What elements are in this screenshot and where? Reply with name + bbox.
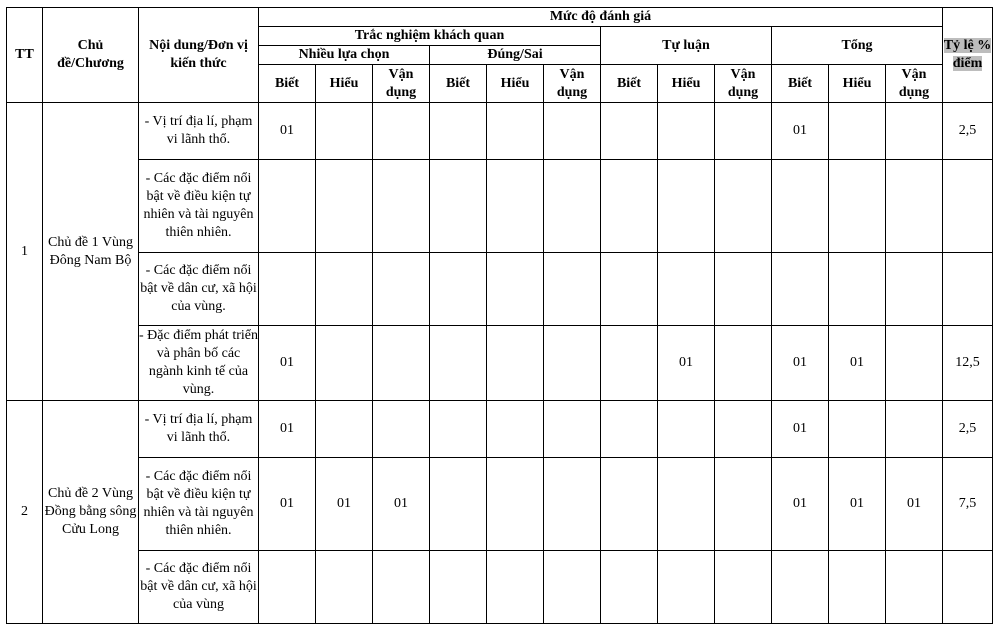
header-topic: Chủ đề/Chương — [43, 8, 139, 103]
count-cell — [316, 401, 373, 458]
count-cell — [772, 160, 829, 253]
count-cell — [715, 458, 772, 551]
count-cell — [259, 253, 316, 326]
assessment-matrix-table — [6, 7, 993, 624]
count-cell: 01 — [829, 326, 886, 401]
knowledge-unit: - Đặc điểm phát triển và phân bố các ngành kinh tế của vùng. — [139, 326, 259, 401]
matrix-body — [7, 103, 993, 624]
knowledge-unit: - Các đặc điểm nổi bật về dân cư, xã hội của vùng — [139, 551, 259, 624]
count-cell — [886, 551, 943, 624]
count-cell — [373, 103, 430, 160]
table-row — [7, 103, 993, 160]
count-cell — [373, 551, 430, 624]
count-cell — [715, 401, 772, 458]
count-cell — [601, 326, 658, 401]
count-cell — [373, 401, 430, 458]
count-cell — [316, 160, 373, 253]
percent-cell: 2,5 — [943, 401, 993, 458]
header-level-essay-3: Vận dụng — [715, 65, 772, 103]
count-cell — [658, 551, 715, 624]
count-cell — [316, 551, 373, 624]
count-cell — [316, 253, 373, 326]
count-cell — [430, 401, 487, 458]
count-cell: 01 — [658, 326, 715, 401]
header-level-tf-1: Biết — [430, 65, 487, 103]
count-cell — [316, 103, 373, 160]
count-cell — [487, 458, 544, 551]
header-unit: Nội dung/Đơn vị kiến thức — [139, 8, 259, 103]
knowledge-unit: - Các đặc điểm nổi bật về điều kiện tự nhiên và tài nguyên thiên nhiên. — [139, 160, 259, 253]
count-cell — [829, 253, 886, 326]
count-cell: 01 — [316, 458, 373, 551]
count-cell — [772, 551, 829, 624]
count-cell — [430, 326, 487, 401]
count-cell — [259, 160, 316, 253]
header-total: Tổng — [772, 27, 943, 65]
header-level-total-3: Vận dụng — [886, 65, 943, 103]
header-objective: Trắc nghiệm khách quan — [259, 27, 601, 46]
count-cell — [487, 253, 544, 326]
percent-cell: 2,5 — [943, 103, 993, 160]
header-level-essay-2: Hiểu — [658, 65, 715, 103]
count-cell — [829, 401, 886, 458]
header-multiple-choice: Nhiều lựa chọn — [259, 46, 430, 65]
count-cell — [658, 160, 715, 253]
count-cell — [601, 458, 658, 551]
count-cell — [544, 458, 601, 551]
count-cell — [259, 551, 316, 624]
header-level-mc-1: Biết — [259, 65, 316, 103]
knowledge-unit: - Vị trí địa lí, phạm vi lãnh thổ. — [139, 103, 259, 160]
table-row — [7, 401, 993, 458]
count-cell — [430, 458, 487, 551]
count-cell: 01 — [373, 458, 430, 551]
count-cell — [886, 253, 943, 326]
header-level-group: Mức độ đánh giá — [259, 8, 943, 27]
header-level-total-1: Biết — [772, 65, 829, 103]
count-cell — [601, 253, 658, 326]
count-cell — [316, 326, 373, 401]
percent-cell — [943, 253, 993, 326]
table-row — [7, 253, 993, 326]
percent-cell: 7,5 — [943, 458, 993, 551]
header-percent — [943, 8, 993, 103]
count-cell — [544, 160, 601, 253]
topic-number: 2 — [7, 401, 43, 624]
count-cell: 01 — [772, 326, 829, 401]
count-cell — [430, 551, 487, 624]
header-tt: TT — [7, 8, 43, 103]
count-cell — [658, 253, 715, 326]
count-cell: 01 — [772, 103, 829, 160]
header-level-essay-1: Biết — [601, 65, 658, 103]
count-cell — [658, 401, 715, 458]
count-cell — [886, 326, 943, 401]
count-cell — [658, 103, 715, 160]
count-cell — [544, 551, 601, 624]
count-cell: 01 — [886, 458, 943, 551]
count-cell — [430, 253, 487, 326]
count-cell — [601, 551, 658, 624]
header-level-total-2: Hiểu — [829, 65, 886, 103]
count-cell: 01 — [259, 326, 316, 401]
topic-number: 1 — [7, 103, 43, 401]
table-row — [7, 160, 993, 253]
count-cell — [373, 253, 430, 326]
count-cell — [373, 160, 430, 253]
header-level-mc-2: Hiểu — [316, 65, 373, 103]
header-percent-label: Tỷ lệ % điểm — [943, 38, 992, 71]
count-cell: 01 — [259, 401, 316, 458]
count-cell — [544, 103, 601, 160]
count-cell — [544, 326, 601, 401]
header-level-tf-3: Vận dụng — [544, 65, 601, 103]
count-cell — [487, 103, 544, 160]
count-cell — [430, 160, 487, 253]
percent-cell — [943, 160, 993, 253]
count-cell: 01 — [259, 103, 316, 160]
topic-name: Chủ đề 1 Vùng Đông Nam Bộ — [43, 103, 139, 401]
count-cell — [544, 253, 601, 326]
count-cell — [715, 326, 772, 401]
count-cell — [886, 401, 943, 458]
knowledge-unit: - Các đặc điểm nổi bật về điều kiện tự nhiên và tài nguyên thiên nhiên. — [139, 458, 259, 551]
count-cell — [487, 326, 544, 401]
count-cell — [601, 401, 658, 458]
count-cell — [544, 401, 601, 458]
count-cell: 01 — [772, 401, 829, 458]
count-cell: 01 — [772, 458, 829, 551]
count-cell — [829, 551, 886, 624]
table-row — [7, 551, 993, 624]
count-cell: 01 — [259, 458, 316, 551]
count-cell — [829, 103, 886, 160]
count-cell — [601, 103, 658, 160]
count-cell — [715, 160, 772, 253]
count-cell — [487, 551, 544, 624]
topic-name: Chủ đề 2 Vùng Đồng bằng sông Cửu Long — [43, 401, 139, 624]
knowledge-unit: - Các đặc điểm nổi bật về dân cư, xã hội của vùng. — [139, 253, 259, 326]
count-cell — [601, 160, 658, 253]
count-cell — [715, 103, 772, 160]
header-level-tf-2: Hiểu — [487, 65, 544, 103]
knowledge-unit: - Vị trí địa lí, phạm vi lãnh thổ. — [139, 401, 259, 458]
count-cell: 01 — [829, 458, 886, 551]
count-cell — [658, 458, 715, 551]
header-true-false: Đúng/Sai — [430, 46, 601, 65]
count-cell — [715, 551, 772, 624]
count-cell — [886, 103, 943, 160]
table-row — [7, 458, 993, 551]
table-row — [7, 326, 993, 401]
count-cell — [430, 103, 487, 160]
count-cell — [829, 160, 886, 253]
count-cell — [373, 326, 430, 401]
count-cell — [487, 401, 544, 458]
header-level-mc-3: Vận dụng — [373, 65, 430, 103]
percent-cell: 12,5 — [943, 326, 993, 401]
count-cell — [715, 253, 772, 326]
count-cell — [886, 160, 943, 253]
percent-cell — [943, 551, 993, 624]
count-cell — [772, 253, 829, 326]
count-cell — [487, 160, 544, 253]
header-essay: Tự luận — [601, 27, 772, 65]
